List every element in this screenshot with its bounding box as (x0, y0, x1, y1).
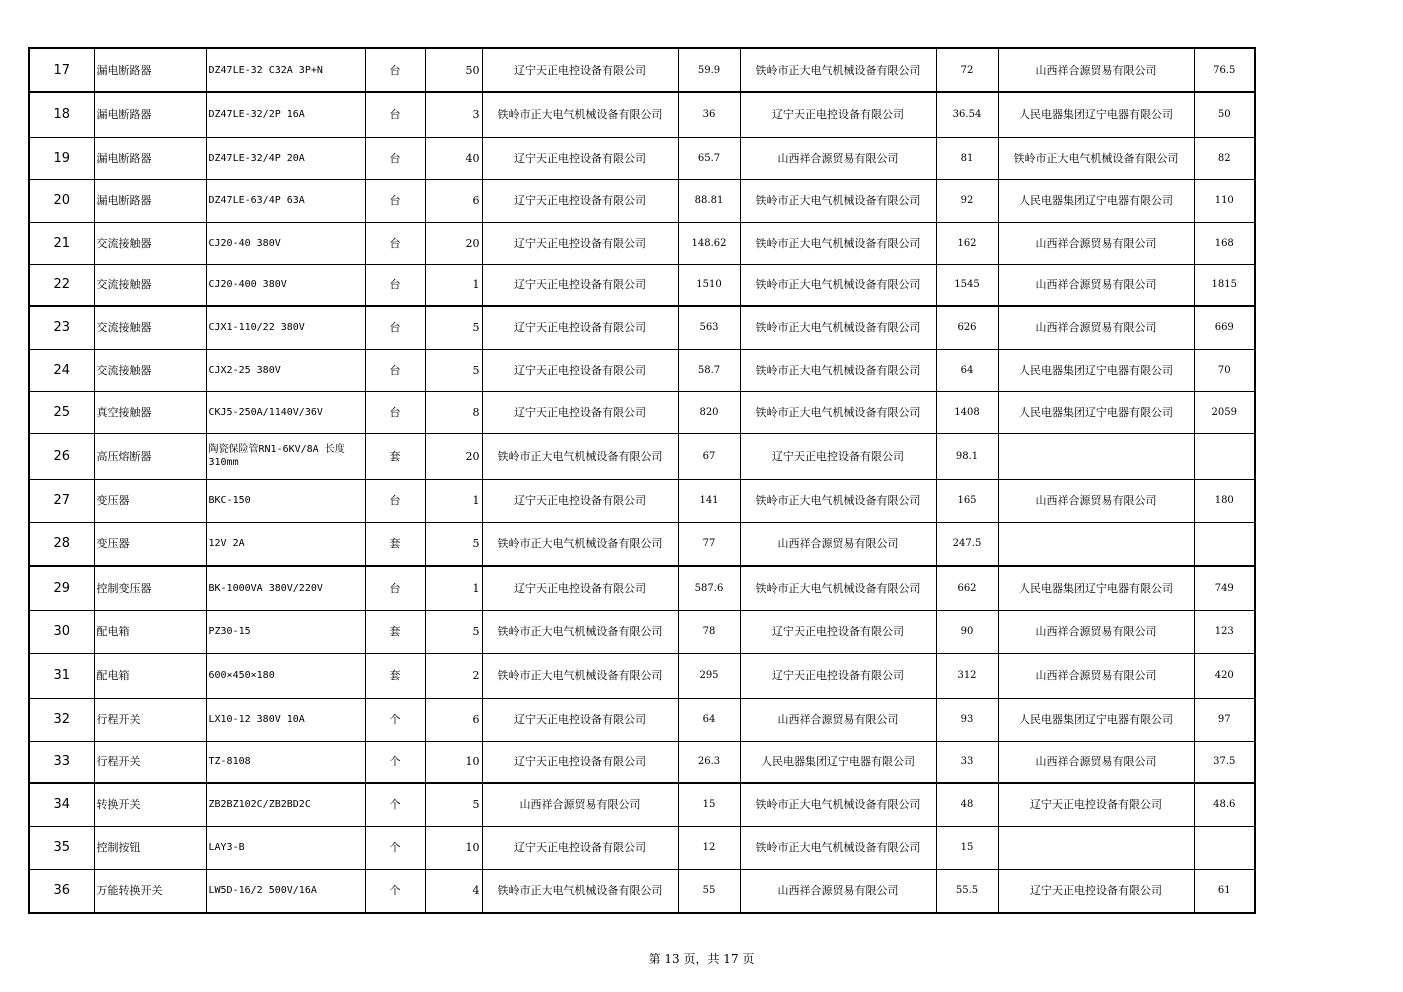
table-row (29, 92, 1255, 137)
table-row (29, 479, 1255, 522)
item-spec: DZ47LE-63/4P 63A (206, 179, 365, 222)
supplier-3: 山西祥合源贸易有限公司 (998, 610, 1194, 653)
item-name: 配电箱 (94, 653, 206, 698)
supplier-3: 人民电器集团辽宁电器有限公司 (998, 92, 1194, 137)
price-3: 110 (1194, 179, 1255, 222)
row-number: 18 (29, 92, 94, 137)
item-quantity: 5 (425, 349, 482, 391)
item-quantity: 6 (425, 698, 482, 741)
item-quantity: 4 (425, 869, 482, 913)
supplier-2: 铁岭市正大电气机械设备有限公司 (740, 479, 936, 522)
row-number: 27 (29, 479, 94, 522)
price-1: 295 (678, 653, 740, 698)
page-number-footer: 第 13 页，共 17 页 (648, 952, 755, 966)
item-unit: 个 (365, 698, 425, 741)
item-spec: LW5D-16/2 500V/16A (206, 869, 365, 913)
supplier-3 (998, 433, 1194, 479)
supplier-2: 铁岭市正大电气机械设备有限公司 (740, 566, 936, 610)
table-row (29, 179, 1255, 222)
price-2: 162 (936, 222, 998, 264)
price-3: 669 (1194, 306, 1255, 349)
item-spec: ZB2BZ102C/ZB2BD2C (206, 783, 365, 826)
item-name: 控制变压器 (94, 566, 206, 610)
supplier-2: 山西祥合源贸易有限公司 (740, 698, 936, 741)
item-quantity: 40 (425, 137, 482, 179)
price-3 (1194, 433, 1255, 479)
item-spec: CJ20-40 380V (206, 222, 365, 264)
item-unit: 台 (365, 137, 425, 179)
price-3: 2059 (1194, 391, 1255, 433)
supplier-2: 铁岭市正大电气机械设备有限公司 (740, 48, 936, 92)
supplier-1: 辽宁天正电控设备有限公司 (482, 264, 678, 306)
row-number: 30 (29, 610, 94, 653)
supplier-3: 铁岭市正大电气机械设备有限公司 (998, 137, 1194, 179)
supplier-1: 山西祥合源贸易有限公司 (482, 783, 678, 826)
item-unit: 个 (365, 826, 425, 869)
price-3 (1194, 522, 1255, 566)
item-quantity: 1 (425, 566, 482, 610)
price-2: 312 (936, 653, 998, 698)
price-1: 141 (678, 479, 740, 522)
supplier-2: 辽宁天正电控设备有限公司 (740, 433, 936, 479)
item-name: 高压熔断器 (94, 433, 206, 479)
supplier-1: 铁岭市正大电气机械设备有限公司 (482, 92, 678, 137)
item-quantity: 10 (425, 826, 482, 869)
price-1: 59.9 (678, 48, 740, 92)
supplier-3: 山西祥合源贸易有限公司 (998, 48, 1194, 92)
price-3: 123 (1194, 610, 1255, 653)
item-name: 控制按钮 (94, 826, 206, 869)
supplier-1: 铁岭市正大电气机械设备有限公司 (482, 869, 678, 913)
item-quantity: 1 (425, 479, 482, 522)
supplier-3: 山西祥合源贸易有限公司 (998, 222, 1194, 264)
item-unit: 套 (365, 522, 425, 566)
supplier-2: 山西祥合源贸易有限公司 (740, 869, 936, 913)
item-spec: CJX1-110/22 380V (206, 306, 365, 349)
item-spec: BKC-150 (206, 479, 365, 522)
quote-comparison-table (28, 47, 1256, 914)
supplier-1: 辽宁天正电控设备有限公司 (482, 349, 678, 391)
price-3: 168 (1194, 222, 1255, 264)
item-spec: DZ47LE-32/2P 16A (206, 92, 365, 137)
supplier-2: 辽宁天正电控设备有限公司 (740, 610, 936, 653)
item-name: 转换开关 (94, 783, 206, 826)
item-spec: 陶瓷保险管RN1-6KV/8A 长度310mm (206, 433, 365, 479)
item-quantity: 3 (425, 92, 482, 137)
price-1: 587.6 (678, 566, 740, 610)
item-quantity: 5 (425, 610, 482, 653)
price-2: 55.5 (936, 869, 998, 913)
supplier-3: 人民电器集团辽宁电器有限公司 (998, 391, 1194, 433)
item-quantity: 20 (425, 222, 482, 264)
table-row (29, 826, 1255, 869)
item-unit: 套 (365, 653, 425, 698)
table-row (29, 137, 1255, 179)
supplier-2: 山西祥合源贸易有限公司 (740, 522, 936, 566)
supplier-1: 辽宁天正电控设备有限公司 (482, 698, 678, 741)
price-2: 90 (936, 610, 998, 653)
row-number: 28 (29, 522, 94, 566)
item-unit: 个 (365, 741, 425, 783)
item-spec: LAY3-B (206, 826, 365, 869)
table-row (29, 566, 1255, 610)
row-number: 17 (29, 48, 94, 92)
supplier-1: 铁岭市正大电气机械设备有限公司 (482, 653, 678, 698)
supplier-1: 辽宁天正电控设备有限公司 (482, 222, 678, 264)
price-1: 12 (678, 826, 740, 869)
item-spec: DZ47LE-32/4P 20A (206, 137, 365, 179)
item-quantity: 5 (425, 522, 482, 566)
price-1: 65.7 (678, 137, 740, 179)
supplier-3: 山西祥合源贸易有限公司 (998, 741, 1194, 783)
price-2: 98.1 (936, 433, 998, 479)
item-spec: TZ-8108 (206, 741, 365, 783)
supplier-2: 铁岭市正大电气机械设备有限公司 (740, 391, 936, 433)
table-row (29, 698, 1255, 741)
price-1: 563 (678, 306, 740, 349)
price-2: 1408 (936, 391, 998, 433)
supplier-3: 山西祥合源贸易有限公司 (998, 653, 1194, 698)
item-unit: 套 (365, 610, 425, 653)
table-row (29, 610, 1255, 653)
supplier-2: 山西祥合源贸易有限公司 (740, 137, 936, 179)
supplier-2: 铁岭市正大电气机械设备有限公司 (740, 179, 936, 222)
supplier-2: 铁岭市正大电气机械设备有限公司 (740, 264, 936, 306)
item-name: 漏电断路器 (94, 48, 206, 92)
item-name: 交流接触器 (94, 222, 206, 264)
price-3: 76.5 (1194, 48, 1255, 92)
table-row (29, 391, 1255, 433)
price-2: 36.54 (936, 92, 998, 137)
item-name: 配电箱 (94, 610, 206, 653)
item-unit: 台 (365, 306, 425, 349)
supplier-1: 辽宁天正电控设备有限公司 (482, 741, 678, 783)
item-quantity: 8 (425, 391, 482, 433)
item-quantity: 5 (425, 306, 482, 349)
supplier-3: 辽宁天正电控设备有限公司 (998, 783, 1194, 826)
supplier-1: 辽宁天正电控设备有限公司 (482, 137, 678, 179)
item-quantity: 10 (425, 741, 482, 783)
item-unit: 台 (365, 179, 425, 222)
price-3: 70 (1194, 349, 1255, 391)
row-number: 31 (29, 653, 94, 698)
supplier-1: 辽宁天正电控设备有限公司 (482, 391, 678, 433)
price-1: 36 (678, 92, 740, 137)
row-number: 34 (29, 783, 94, 826)
table-body (29, 48, 1255, 913)
supplier-1: 铁岭市正大电气机械设备有限公司 (482, 433, 678, 479)
row-number: 19 (29, 137, 94, 179)
price-1: 820 (678, 391, 740, 433)
price-3: 50 (1194, 92, 1255, 137)
item-quantity: 6 (425, 179, 482, 222)
price-2: 33 (936, 741, 998, 783)
item-name: 漏电断路器 (94, 137, 206, 179)
supplier-2: 铁岭市正大电气机械设备有限公司 (740, 349, 936, 391)
price-2: 48 (936, 783, 998, 826)
price-2: 92 (936, 179, 998, 222)
item-name: 交流接触器 (94, 306, 206, 349)
table-row (29, 433, 1255, 479)
price-3: 1815 (1194, 264, 1255, 306)
row-number: 33 (29, 741, 94, 783)
supplier-2: 辽宁天正电控设备有限公司 (740, 92, 936, 137)
row-number: 26 (29, 433, 94, 479)
supplier-3: 山西祥合源贸易有限公司 (998, 479, 1194, 522)
price-1: 1510 (678, 264, 740, 306)
item-name: 行程开关 (94, 741, 206, 783)
item-name: 变压器 (94, 479, 206, 522)
price-1: 26.3 (678, 741, 740, 783)
supplier-3: 山西祥合源贸易有限公司 (998, 264, 1194, 306)
price-3: 61 (1194, 869, 1255, 913)
table-row (29, 222, 1255, 264)
supplier-2: 铁岭市正大电气机械设备有限公司 (740, 306, 936, 349)
price-3 (1194, 826, 1255, 869)
price-1: 15 (678, 783, 740, 826)
item-name: 万能转换开关 (94, 869, 206, 913)
item-name: 真空接触器 (94, 391, 206, 433)
table-row (29, 306, 1255, 349)
supplier-3: 人民电器集团辽宁电器有限公司 (998, 698, 1194, 741)
row-number: 22 (29, 264, 94, 306)
supplier-3: 山西祥合源贸易有限公司 (998, 306, 1194, 349)
row-number: 35 (29, 826, 94, 869)
price-2: 626 (936, 306, 998, 349)
item-spec: CJX2-25 380V (206, 349, 365, 391)
item-name: 变压器 (94, 522, 206, 566)
supplier-2: 人民电器集团辽宁电器有限公司 (740, 741, 936, 783)
item-unit: 台 (365, 479, 425, 522)
item-spec: LX10-12 380V 10A (206, 698, 365, 741)
supplier-3: 人民电器集团辽宁电器有限公司 (998, 179, 1194, 222)
item-unit: 个 (365, 869, 425, 913)
price-3: 180 (1194, 479, 1255, 522)
supplier-1: 辽宁天正电控设备有限公司 (482, 306, 678, 349)
item-unit: 个 (365, 783, 425, 826)
item-unit: 台 (365, 264, 425, 306)
supplier-3: 人民电器集团辽宁电器有限公司 (998, 566, 1194, 610)
table-row (29, 741, 1255, 783)
supplier-2: 铁岭市正大电气机械设备有限公司 (740, 826, 936, 869)
item-spec: CJ20-400 380V (206, 264, 365, 306)
price-2: 15 (936, 826, 998, 869)
supplier-3 (998, 826, 1194, 869)
supplier-3: 辽宁天正电控设备有限公司 (998, 869, 1194, 913)
item-name: 行程开关 (94, 698, 206, 741)
price-3: 97 (1194, 698, 1255, 741)
supplier-1: 辽宁天正电控设备有限公司 (482, 566, 678, 610)
item-unit: 套 (365, 433, 425, 479)
item-name: 交流接触器 (94, 349, 206, 391)
item-quantity: 2 (425, 653, 482, 698)
row-number: 36 (29, 869, 94, 913)
price-1: 64 (678, 698, 740, 741)
row-number: 23 (29, 306, 94, 349)
price-1: 88.81 (678, 179, 740, 222)
supplier-1: 辽宁天正电控设备有限公司 (482, 48, 678, 92)
row-number: 32 (29, 698, 94, 741)
row-number: 24 (29, 349, 94, 391)
price-1: 148.62 (678, 222, 740, 264)
item-unit: 台 (365, 92, 425, 137)
item-quantity: 50 (425, 48, 482, 92)
price-2: 1545 (936, 264, 998, 306)
item-unit: 台 (365, 48, 425, 92)
item-unit: 台 (365, 349, 425, 391)
item-quantity: 20 (425, 433, 482, 479)
item-spec: BK-1000VA 380V/220V (206, 566, 365, 610)
item-spec: PZ30-15 (206, 610, 365, 653)
price-2: 72 (936, 48, 998, 92)
table-row (29, 264, 1255, 306)
row-number: 20 (29, 179, 94, 222)
supplier-1: 辽宁天正电控设备有限公司 (482, 826, 678, 869)
table-row (29, 48, 1255, 92)
item-spec: DZ47LE-32 C32A 3P+N (206, 48, 365, 92)
supplier-2: 辽宁天正电控设备有限公司 (740, 653, 936, 698)
price-3: 48.6 (1194, 783, 1255, 826)
supplier-1: 铁岭市正大电气机械设备有限公司 (482, 610, 678, 653)
price-1: 78 (678, 610, 740, 653)
price-1: 55 (678, 869, 740, 913)
row-number: 25 (29, 391, 94, 433)
item-unit: 台 (365, 391, 425, 433)
item-unit: 台 (365, 566, 425, 610)
price-2: 81 (936, 137, 998, 179)
item-spec: CKJ5-250A/1140V/36V (206, 391, 365, 433)
price-3: 749 (1194, 566, 1255, 610)
table-row (29, 783, 1255, 826)
price-1: 67 (678, 433, 740, 479)
price-1: 77 (678, 522, 740, 566)
supplier-2: 铁岭市正大电气机械设备有限公司 (740, 783, 936, 826)
supplier-1: 铁岭市正大电气机械设备有限公司 (482, 522, 678, 566)
price-3: 37.5 (1194, 741, 1255, 783)
price-1: 58.7 (678, 349, 740, 391)
item-spec: 600×450×180 (206, 653, 365, 698)
table-row (29, 653, 1255, 698)
price-2: 165 (936, 479, 998, 522)
price-2: 662 (936, 566, 998, 610)
price-2: 64 (936, 349, 998, 391)
price-3: 82 (1194, 137, 1255, 179)
price-3: 420 (1194, 653, 1255, 698)
item-spec: 12V 2A (206, 522, 365, 566)
row-number: 29 (29, 566, 94, 610)
supplier-3 (998, 522, 1194, 566)
item-name: 交流接触器 (94, 264, 206, 306)
table-row (29, 522, 1255, 566)
supplier-3: 人民电器集团辽宁电器有限公司 (998, 349, 1194, 391)
item-name: 漏电断路器 (94, 179, 206, 222)
row-number: 21 (29, 222, 94, 264)
supplier-1: 辽宁天正电控设备有限公司 (482, 179, 678, 222)
item-quantity: 1 (425, 264, 482, 306)
table-row (29, 869, 1255, 913)
item-quantity: 5 (425, 783, 482, 826)
item-unit: 台 (365, 222, 425, 264)
item-name: 漏电断路器 (94, 92, 206, 137)
price-2: 247.5 (936, 522, 998, 566)
table-row (29, 349, 1255, 391)
supplier-1: 辽宁天正电控设备有限公司 (482, 479, 678, 522)
supplier-2: 铁岭市正大电气机械设备有限公司 (740, 222, 936, 264)
price-2: 93 (936, 698, 998, 741)
